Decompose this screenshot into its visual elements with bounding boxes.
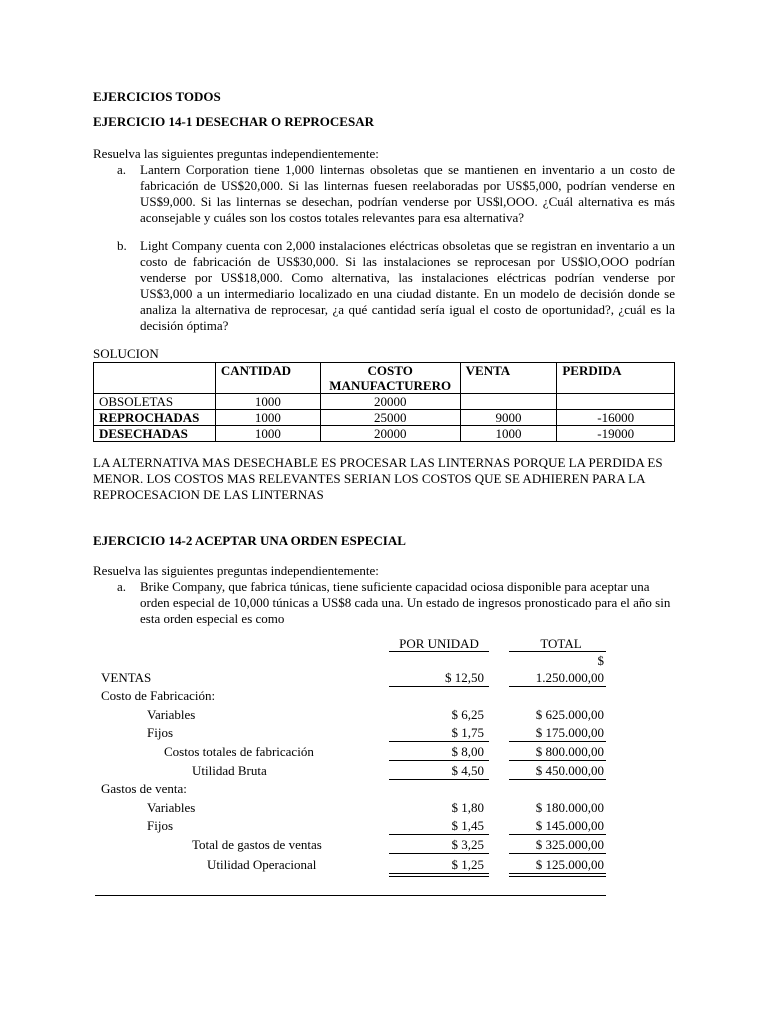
costo-fabricacion-label: Costo de Fabricación: (101, 688, 216, 703)
gv-fijos-total: $ 145.000,00 (535, 818, 604, 833)
double-underline (509, 873, 606, 874)
cf-variables-unit: $ 6,25 (451, 707, 484, 722)
row-underline (389, 779, 489, 780)
utilidad-operacional-unit: $ 1,25 (451, 857, 484, 872)
currency-symbol: $ (597, 653, 604, 668)
table-header-cell: PERDIDA (557, 363, 675, 394)
row-underline (509, 853, 606, 854)
table-cell (557, 394, 675, 410)
exercise-1-intro: Resuelva las siguientes preguntas independientemente: (93, 146, 379, 161)
cf-total-total: $ 800.000,00 (535, 744, 604, 759)
header-underline (509, 651, 606, 652)
row-underline (389, 853, 489, 854)
gv-total-label: Total de gastos de ventas (192, 837, 322, 852)
table-cell: REPROCHADAS (94, 410, 216, 426)
item-b-marker: b. (117, 238, 127, 253)
cf-total-unit: $ 8,00 (451, 744, 484, 759)
double-underline (389, 873, 489, 874)
column-header-total: TOTAL (540, 636, 582, 651)
table-header-row (94, 363, 675, 394)
exercise-1-item-b (117, 238, 675, 334)
exercise-1-item-a (117, 162, 675, 226)
row-underline (509, 834, 606, 835)
table-cell: DESECHADAS (94, 426, 216, 442)
cf-variables-label: Variables (147, 707, 196, 722)
table-header-cell: CANTIDAD (215, 363, 320, 394)
table-cell: 25000 (320, 410, 460, 426)
table-cell (460, 394, 557, 410)
table-row (94, 426, 675, 442)
ventas-total: 1.250.000,00 (535, 670, 604, 685)
row-underline (389, 760, 489, 761)
gv-fijos-label: Fijos (147, 818, 174, 833)
table-cell: OBSOLETAS (94, 394, 216, 410)
exercise-2-intro: Resuelva las siguientes preguntas independientemente: (93, 563, 379, 578)
cf-fijos-total: $ 175.000,00 (535, 725, 604, 740)
utilidad-bruta-unit: $ 4,50 (451, 763, 484, 778)
table-header-cell (94, 363, 216, 394)
table-cell: 1000 (460, 426, 557, 442)
double-underline (509, 876, 606, 877)
gastos-venta-label: Gastos de venta: (101, 781, 187, 796)
row-underline (389, 834, 489, 835)
utilidad-bruta-total: $ 450.000,00 (535, 763, 604, 778)
table-cell: 1000 (215, 410, 320, 426)
row-underline (389, 686, 489, 687)
exercise-1-heading: EJERCICIO 14-1 DESECHAR O REPROCESAR (93, 114, 374, 129)
gv-variables-label: Variables (147, 800, 196, 815)
header-underline (389, 651, 489, 652)
item-a-marker: a. (117, 579, 127, 594)
exercise-2-item-a (117, 579, 675, 627)
row-underline (509, 741, 606, 742)
cf-total-label: Costos totales de fabricación (164, 744, 314, 759)
row-underline (389, 741, 489, 742)
solution-label: SOLUCION (93, 346, 159, 361)
table-header-cell: COSTO MANUFACTURERO (320, 363, 460, 394)
ventas-unit: $ 12,50 (445, 670, 484, 685)
cf-fijos-unit: $ 1,75 (451, 725, 484, 740)
item-a-marker: a. (117, 162, 127, 177)
utilidad-bruta-label: Utilidad Bruta (192, 763, 267, 778)
document-title: EJERCICIOS TODOS (93, 89, 221, 104)
cf-variables-total: $ 625.000,00 (535, 707, 604, 722)
row-underline (509, 686, 606, 687)
gv-total-unit: $ 3,25 (451, 837, 484, 852)
table-cell: 1000 (215, 394, 320, 410)
table-row (94, 410, 675, 426)
table-header-cell: VENTA (460, 363, 557, 394)
solution-conclusion: LA ALTERNATIVA MAS DESECHABLE ES PROCESAR LAS LINTERNAS PORQUE LA PERDIDA ES MENOR. LOS COSTOS MAS RELEVANTES SERIAN LOS COSTOS QUE SE ADHIEREN PARA LA REPROCESACION DE LAS LINTERNAS (93, 455, 663, 502)
table-cell: 20000 (320, 426, 460, 442)
gv-total-total: $ 325.000,00 (535, 837, 604, 852)
exercise-2-heading: EJERCICIO 14-2 ACEPTAR UNA ORDEN ESPECIAL (93, 533, 406, 548)
table-cell: 1000 (215, 426, 320, 442)
utilidad-operacional-label: Utilidad Operacional (207, 857, 317, 872)
gv-variables-unit: $ 1,80 (451, 800, 484, 815)
double-underline (389, 876, 489, 877)
table-cell: -16000 (557, 410, 675, 426)
gv-fijos-unit: $ 1,45 (451, 818, 484, 833)
row-underline (509, 779, 606, 780)
item-a-text: Lantern Corporation tiene 1,000 linternas obsoletas que se mantienen en inventario a un costo de fabricación de US$20,000. Si las linternas fuesen reelaboradas por US$5,000, podrían venderse en US$9,000. Si las linternas se desechan, podrían venderse por US$l,OOO. ¿Cuál alternativa es más aconsejable y cuáles son los costos totales relevantes para esa alternativa? (140, 162, 675, 225)
table-row (94, 394, 675, 410)
gv-variables-total: $ 180.000,00 (535, 800, 604, 815)
item-a-text: Brike Company, que fabrica túnicas, tiene suficiente capacidad ociosa disponible para aceptar una orden especial de 10,000 túnicas a US$8 cada una. Un estado de ingresos pronosticado para el año sin esta orden especial es como (140, 579, 671, 626)
statement-bottom-rule (95, 895, 606, 896)
cf-fijos-label: Fijos (147, 725, 174, 740)
table-cell: 9000 (460, 410, 557, 426)
item-b-text: Light Company cuenta con 2,000 instalaciones eléctricas obsoletas que se registran en inventario a un costo de fabricación de US$30,000. Si las instalaciones se reprocesan por US$lO,OOO podrían venderse por US$18,000. Como alternativa, las instalaciones eléctricas podrían venderse por US$3,000 a un intermediario localizado en una ciudad distante. En un modelo de decisión donde se analiza la alternativa de reprocesar, ¿a qué cantidad sería igual el costo de oportunidad?, ¿cuál es la decisión óptima? (140, 238, 675, 333)
ventas-label: VENTAS (101, 670, 152, 685)
table-cell: 20000 (320, 394, 460, 410)
column-header-unit: POR UNIDAD (399, 636, 479, 651)
row-underline (509, 760, 606, 761)
utilidad-operacional-total: $ 125.000,00 (535, 857, 604, 872)
table-cell: -19000 (557, 426, 675, 442)
solution-table (93, 362, 675, 442)
